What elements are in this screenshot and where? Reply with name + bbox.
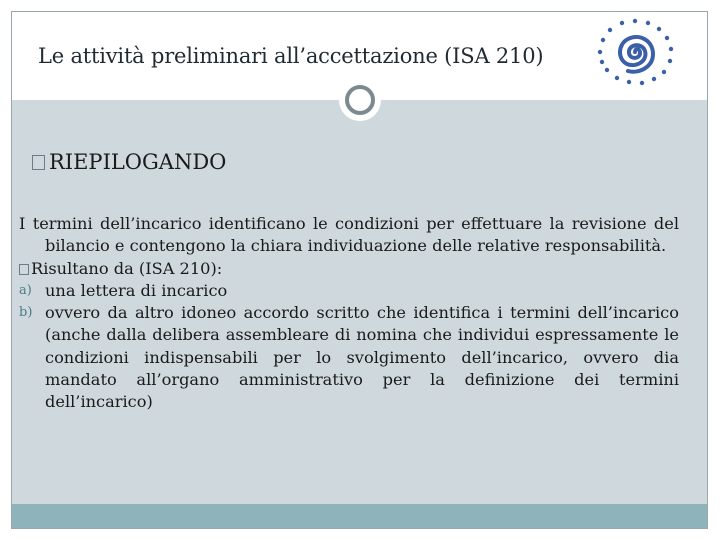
section-heading-text: RIEPILOGANDO (49, 150, 227, 174)
sub-heading-text: Risultano da (ISA 210): (31, 258, 223, 278)
spiral-logo-icon (592, 18, 676, 86)
slide-title: Le attività preliminari all’accettazione (ISA 210) (38, 44, 544, 68)
footer-bar (12, 504, 707, 528)
sub-heading (19, 258, 679, 280)
list-item-text: ovvero da altro idoneo accordo scritto che identifica i termini dell’incarico (anche dalla delibera assembleare di nomina che individui espressamente le condizioni indispensabili per lo svolgimento dell’incarico, ovvero dia mandato all’organo amministrativo per la definizione dei termini dell’incarico) (45, 303, 679, 412)
circle-ring-icon (339, 79, 381, 121)
list-item-marker: a) (19, 282, 32, 298)
list-item-text: una lettera di incarico (45, 280, 228, 300)
section-heading (32, 150, 226, 174)
list-item (19, 280, 679, 302)
list-item (19, 302, 679, 413)
list-item-marker: b) (19, 305, 33, 321)
body-text (19, 213, 679, 414)
intro-paragraph: I termini dell’incarico identificano le condizioni per effettuare la revisione del bilancio e contengono la chiara individuazione delle relative responsabilità. (19, 214, 679, 256)
square-bullet-icon (19, 264, 29, 275)
square-bullet-icon (32, 155, 45, 170)
